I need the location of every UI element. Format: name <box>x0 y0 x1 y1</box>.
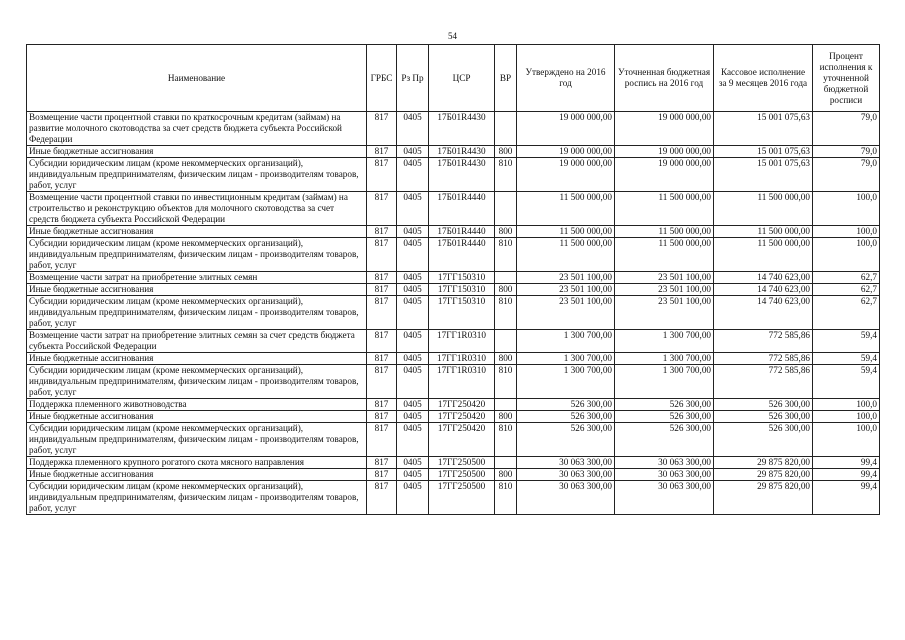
row-rz-pr: 0405 <box>397 296 429 330</box>
row-name: Возмещение части процентной ставки по краткосрочным кредитам (займам) на развитие молочного скотоводства за счет средств бюджета субъекта Российской Федерации <box>27 112 367 146</box>
row-percent: 59,4 <box>813 330 880 353</box>
row-percent: 100,0 <box>813 226 880 238</box>
budget-execution-table <box>26 44 880 515</box>
row-name: Иные бюджетные ассигнования <box>27 226 367 238</box>
header-name: Наименование <box>27 45 367 112</box>
row-vr: 810 <box>495 158 517 192</box>
row-name: Возмещение части затрат на приобретение элитных семян <box>27 272 367 284</box>
row-grbs: 817 <box>367 411 397 423</box>
row-rz-pr: 0405 <box>397 272 429 284</box>
row-csr: 17Б01R4430 <box>429 146 495 158</box>
row-grbs: 817 <box>367 481 397 515</box>
row-grbs: 817 <box>367 469 397 481</box>
row-name: Поддержка племенного животноводства <box>27 399 367 411</box>
row-name: Субсидии юридическим лицам (кроме некоммерческих организаций), индивидуальным предпринимателям, физическим лицам - производителям товаров, работ, услуг <box>27 158 367 192</box>
row-rz-pr: 0405 <box>397 112 429 146</box>
row-grbs: 817 <box>367 238 397 272</box>
row-csr: 17ГГ150310 <box>429 296 495 330</box>
table-row <box>27 330 880 353</box>
table-row <box>27 365 880 399</box>
row-cash: 15 001 075,63 <box>714 146 813 158</box>
row-name: Возмещение части затрат на приобретение элитных семян за счет средств бюджета субъекта Российской Федерации <box>27 330 367 353</box>
row-csr: 17ГГ250420 <box>429 423 495 457</box>
row-rz-pr: 0405 <box>397 423 429 457</box>
row-vr: 810 <box>495 481 517 515</box>
row-percent: 79,0 <box>813 158 880 192</box>
table-row <box>27 272 880 284</box>
row-approved: 30 063 300,00 <box>517 481 615 515</box>
row-percent: 62,7 <box>813 296 880 330</box>
row-rz-pr: 0405 <box>397 284 429 296</box>
row-approved: 23 501 100,00 <box>517 296 615 330</box>
table-header-row <box>27 45 880 112</box>
row-refined: 526 300,00 <box>615 411 714 423</box>
row-percent: 62,7 <box>813 272 880 284</box>
row-cash: 11 500 000,00 <box>714 192 813 226</box>
row-csr: 17ГГ150310 <box>429 272 495 284</box>
row-cash: 772 585,86 <box>714 330 813 353</box>
row-rz-pr: 0405 <box>397 353 429 365</box>
row-vr <box>495 112 517 146</box>
row-approved: 526 300,00 <box>517 399 615 411</box>
row-cash: 15 001 075,63 <box>714 112 813 146</box>
row-percent: 99,4 <box>813 469 880 481</box>
row-csr: 17Б01R4430 <box>429 158 495 192</box>
row-refined: 23 501 100,00 <box>615 284 714 296</box>
row-cash: 526 300,00 <box>714 411 813 423</box>
row-name: Субсидии юридическим лицам (кроме некоммерческих организаций), индивидуальным предпринимателям, физическим лицам - производителям товаров, работ, услуг <box>27 365 367 399</box>
row-name: Иные бюджетные ассигнования <box>27 284 367 296</box>
row-name: Субсидии юридическим лицам (кроме некоммерческих организаций), индивидуальным предпринимателям, физическим лицам - производителям товаров, работ, услуг <box>27 481 367 515</box>
row-approved: 30 063 300,00 <box>517 469 615 481</box>
row-rz-pr: 0405 <box>397 399 429 411</box>
row-grbs: 817 <box>367 365 397 399</box>
row-refined: 1 300 700,00 <box>615 365 714 399</box>
row-rz-pr: 0405 <box>397 226 429 238</box>
table-row <box>27 399 880 411</box>
row-csr: 17ГГ250500 <box>429 469 495 481</box>
table-row <box>27 238 880 272</box>
table-row <box>27 481 880 515</box>
row-rz-pr: 0405 <box>397 192 429 226</box>
row-grbs: 817 <box>367 226 397 238</box>
row-csr: 17Б01R4440 <box>429 238 495 272</box>
row-rz-pr: 0405 <box>397 238 429 272</box>
header-percent: Процент исполнения к уточненной бюджетной росписи <box>813 45 880 112</box>
row-csr: 17ГГ250420 <box>429 411 495 423</box>
row-cash: 14 740 623,00 <box>714 284 813 296</box>
row-approved: 19 000 000,00 <box>517 158 615 192</box>
row-approved: 19 000 000,00 <box>517 112 615 146</box>
row-grbs: 817 <box>367 146 397 158</box>
table-row <box>27 112 880 146</box>
row-refined: 30 063 300,00 <box>615 481 714 515</box>
row-approved: 19 000 000,00 <box>517 146 615 158</box>
row-percent: 79,0 <box>813 112 880 146</box>
row-vr: 800 <box>495 146 517 158</box>
row-rz-pr: 0405 <box>397 146 429 158</box>
row-cash: 526 300,00 <box>714 423 813 457</box>
row-rz-pr: 0405 <box>397 330 429 353</box>
row-refined: 30 063 300,00 <box>615 457 714 469</box>
row-vr: 810 <box>495 296 517 330</box>
row-cash: 29 875 820,00 <box>714 469 813 481</box>
row-vr: 800 <box>495 411 517 423</box>
row-vr <box>495 330 517 353</box>
row-csr: 17ГГ1R0310 <box>429 353 495 365</box>
row-cash: 772 585,86 <box>714 353 813 365</box>
row-grbs: 817 <box>367 423 397 457</box>
row-grbs: 817 <box>367 112 397 146</box>
row-grbs: 817 <box>367 284 397 296</box>
row-rz-pr: 0405 <box>397 411 429 423</box>
row-vr: 800 <box>495 353 517 365</box>
row-vr: 800 <box>495 226 517 238</box>
row-refined: 19 000 000,00 <box>615 146 714 158</box>
row-cash: 772 585,86 <box>714 365 813 399</box>
row-refined: 30 063 300,00 <box>615 469 714 481</box>
row-approved: 1 300 700,00 <box>517 353 615 365</box>
row-rz-pr: 0405 <box>397 457 429 469</box>
header-approved: Утверждено на 2016 год <box>517 45 615 112</box>
row-rz-pr: 0405 <box>397 481 429 515</box>
row-vr <box>495 457 517 469</box>
row-vr <box>495 192 517 226</box>
row-refined: 23 501 100,00 <box>615 272 714 284</box>
row-grbs: 817 <box>367 192 397 226</box>
page-number: 54 <box>448 31 457 41</box>
header-cash: Кассовое исполнение за 9 месяцев 2016 года <box>714 45 813 112</box>
row-refined: 11 500 000,00 <box>615 192 714 226</box>
row-percent: 100,0 <box>813 423 880 457</box>
row-csr: 17Б01R4440 <box>429 192 495 226</box>
row-percent: 100,0 <box>813 411 880 423</box>
row-refined: 526 300,00 <box>615 399 714 411</box>
row-cash: 29 875 820,00 <box>714 457 813 469</box>
row-approved: 23 501 100,00 <box>517 272 615 284</box>
header-rz-pr: Рз Пр <box>397 45 429 112</box>
row-csr: 17Б01R4440 <box>429 226 495 238</box>
row-percent: 99,4 <box>813 481 880 515</box>
row-approved: 1 300 700,00 <box>517 365 615 399</box>
table-row <box>27 423 880 457</box>
row-vr <box>495 272 517 284</box>
table-row <box>27 457 880 469</box>
row-cash: 29 875 820,00 <box>714 481 813 515</box>
row-grbs: 817 <box>367 353 397 365</box>
row-csr: 17ГГ150310 <box>429 284 495 296</box>
row-approved: 526 300,00 <box>517 411 615 423</box>
row-csr: 17ГГ250500 <box>429 457 495 469</box>
row-name: Иные бюджетные ассигнования <box>27 146 367 158</box>
table-row <box>27 226 880 238</box>
row-cash: 11 500 000,00 <box>714 238 813 272</box>
row-vr: 810 <box>495 365 517 399</box>
row-refined: 19 000 000,00 <box>615 112 714 146</box>
row-percent: 100,0 <box>813 192 880 226</box>
row-csr: 17ГГ1R0310 <box>429 330 495 353</box>
row-rz-pr: 0405 <box>397 365 429 399</box>
row-approved: 11 500 000,00 <box>517 192 615 226</box>
row-vr: 800 <box>495 284 517 296</box>
row-vr <box>495 399 517 411</box>
row-refined: 1 300 700,00 <box>615 353 714 365</box>
row-vr: 810 <box>495 238 517 272</box>
row-grbs: 817 <box>367 272 397 284</box>
row-approved: 11 500 000,00 <box>517 238 615 272</box>
row-grbs: 817 <box>367 296 397 330</box>
header-vr: ВР <box>495 45 517 112</box>
row-name: Иные бюджетные ассигнования <box>27 353 367 365</box>
row-csr: 17ГГ1R0310 <box>429 365 495 399</box>
header-grbs: ГРБС <box>367 45 397 112</box>
row-name: Субсидии юридическим лицам (кроме некоммерческих организаций), индивидуальным предпринимателям, физическим лицам - производителям товаров, работ, услуг <box>27 238 367 272</box>
table-row <box>27 158 880 192</box>
row-cash: 526 300,00 <box>714 399 813 411</box>
row-rz-pr: 0405 <box>397 469 429 481</box>
table-row <box>27 353 880 365</box>
row-cash: 14 740 623,00 <box>714 272 813 284</box>
row-approved: 526 300,00 <box>517 423 615 457</box>
row-name: Иные бюджетные ассигнования <box>27 411 367 423</box>
row-name: Субсидии юридическим лицам (кроме некоммерческих организаций), индивидуальным предпринимателям, физическим лицам - производителям товаров, работ, услуг <box>27 296 367 330</box>
row-approved: 11 500 000,00 <box>517 226 615 238</box>
row-name: Поддержка племенного крупного рогатого скота мясного направления <box>27 457 367 469</box>
row-approved: 30 063 300,00 <box>517 457 615 469</box>
row-refined: 23 501 100,00 <box>615 296 714 330</box>
header-csr: ЦСР <box>429 45 495 112</box>
row-refined: 19 000 000,00 <box>615 158 714 192</box>
row-percent: 100,0 <box>813 399 880 411</box>
row-percent: 100,0 <box>813 238 880 272</box>
row-approved: 23 501 100,00 <box>517 284 615 296</box>
row-percent: 59,4 <box>813 365 880 399</box>
row-csr: 17Б01R4430 <box>429 112 495 146</box>
row-cash: 14 740 623,00 <box>714 296 813 330</box>
row-vr: 810 <box>495 423 517 457</box>
row-percent: 62,7 <box>813 284 880 296</box>
table-row <box>27 146 880 158</box>
row-cash: 15 001 075,63 <box>714 158 813 192</box>
table-row <box>27 296 880 330</box>
row-refined: 526 300,00 <box>615 423 714 457</box>
table-row <box>27 192 880 226</box>
row-grbs: 817 <box>367 158 397 192</box>
row-csr: 17ГГ250420 <box>429 399 495 411</box>
row-name: Субсидии юридическим лицам (кроме некоммерческих организаций), индивидуальным предпринимателям, физическим лицам - производителям товаров, работ, услуг <box>27 423 367 457</box>
row-rz-pr: 0405 <box>397 158 429 192</box>
row-name: Иные бюджетные ассигнования <box>27 469 367 481</box>
row-percent: 99,4 <box>813 457 880 469</box>
row-cash: 11 500 000,00 <box>714 226 813 238</box>
table-row <box>27 469 880 481</box>
row-refined: 11 500 000,00 <box>615 226 714 238</box>
row-csr: 17ГГ250500 <box>429 481 495 515</box>
table-row <box>27 284 880 296</box>
row-grbs: 817 <box>367 399 397 411</box>
row-grbs: 817 <box>367 457 397 469</box>
row-name: Возмещение части процентной ставки по инвестиционным кредитам (займам) на строительство и реконструкцию объектов для молочного скотоводства за счет средств бюджета субъекта Российской Федерации <box>27 192 367 226</box>
row-approved: 1 300 700,00 <box>517 330 615 353</box>
row-refined: 11 500 000,00 <box>615 238 714 272</box>
row-percent: 79,0 <box>813 146 880 158</box>
row-grbs: 817 <box>367 330 397 353</box>
table-row <box>27 411 880 423</box>
row-percent: 59,4 <box>813 353 880 365</box>
header-refined: Уточненная бюджетная роспись на 2016 год <box>615 45 714 112</box>
row-refined: 1 300 700,00 <box>615 330 714 353</box>
row-vr: 800 <box>495 469 517 481</box>
